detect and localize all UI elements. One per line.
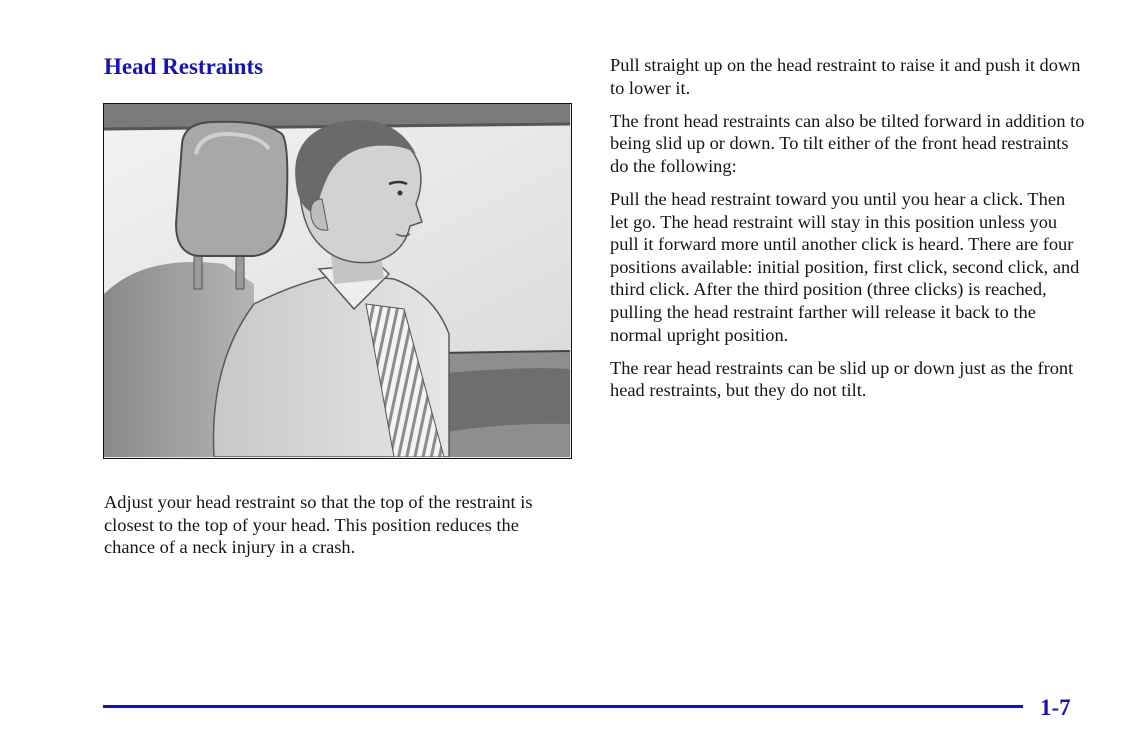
instruction-paragraph: Pull the head restraint toward you until you hear a click. Then let go. The head restraint will stay in this position unless you pull it forward more until another click is heard. There are four positions available: initial position, first click, second click, and third click. After the third position (three clicks) is reached, pulling the head restraint farther will release it back to the normal upright position. (610, 188, 1080, 345)
adjustment-paragraph: Adjust your head restraint so that the top of the restraint is closest to the top of your head. This position reduces the chance of a neck injury in a crash. (104, 492, 533, 558)
page-number: 1-7 (1040, 695, 1071, 720)
instruction-paragraph: The rear head restraints can be slid up or down just as the front head restraints, but they do not tilt. (610, 357, 1074, 401)
section-heading: Head Restraints (104, 54, 264, 79)
instruction-paragraph: The front head restraints can also be tilted forward in addition to being slid up or down. To tilt either of the front head restraints do the following: (610, 110, 1085, 176)
instructions-column (610, 54, 1088, 412)
head-restraint-illustration (103, 103, 572, 459)
instruction-paragraph: Pull straight up on the head restraint to raise it and push it down to lower it. (610, 55, 1081, 98)
footer-rule (103, 705, 1023, 708)
